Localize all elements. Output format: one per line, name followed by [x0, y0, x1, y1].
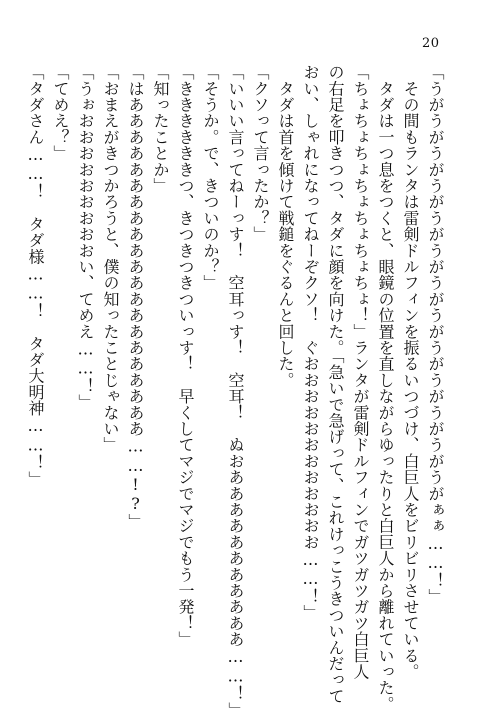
text-line: 「そうか。で、きついのか？」 — [201, 64, 220, 291]
text-line: 「クソって言ったか？」 — [251, 64, 270, 243]
page-number: 20 — [422, 36, 440, 51]
vertical-text-body — [26, 64, 448, 718]
text-line: 「うがうがうがうがうがうがうがうがうがうがうがうがうがぁぁ……！」 — [426, 64, 445, 605]
text-line: 「うぉおおおおおおおおおい、てめえ……！」 — [76, 64, 95, 411]
text-line: 「タダさん……！ タダ様……！ タダ大明神……！」 — [26, 64, 45, 487]
text-line: 「ききききききつ、きつきつきついっす！ 早くしてマジでマジでもう一発！」 — [176, 64, 195, 648]
text-line: 「知ったことか」 — [151, 64, 170, 194]
text-line: 「はあああああああああああああああああああああ……!?」 — [126, 64, 145, 530]
text-line: の右足を叩きつつ、タダに顔を向けた。「急いで急げって、これけっこうきついんだって — [326, 64, 345, 704]
text-line: 「ちょちょちょちょちょちょちょ！」ランタが雷剣ドルフィンでガツガツガツ白巨人 — [351, 64, 370, 680]
text-line: タダは首を傾けて戦鎚をぐるんと回した。 — [276, 64, 295, 388]
text-line: 「てめえ？」 — [51, 64, 70, 162]
text-line: 「いいい言ってねーっす！ 空耳っす！ 空耳！ ぬおあああああああああああ……！」 — [226, 64, 245, 718]
text-line: タダは一つ息をつくと、眼鏡の位置を直しながらゆったりと白巨人から離れていった。 — [376, 64, 395, 712]
text-line: おい、しゃれになってねーぞクソ！ ぐおおおおおおおおおおおお……！」 — [301, 64, 320, 621]
text-line: その間もランタは雷剣ドルフィンを振るいつづけ、白巨人をビリビリさせている。 — [401, 64, 420, 680]
text-line: 「おまえがきつかろうと、僕の知ったことじゃない」 — [101, 64, 120, 453]
